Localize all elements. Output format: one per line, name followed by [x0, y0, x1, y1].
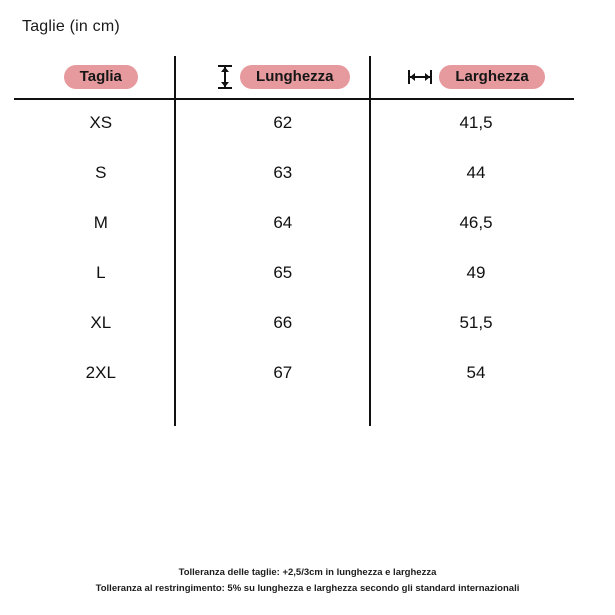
table-row — [14, 198, 574, 248]
table-row — [14, 148, 574, 198]
table-body — [14, 98, 574, 398]
cell-width: 44 — [466, 163, 486, 182]
cell-width: 46,5 — [459, 213, 493, 232]
cell-length: 67 — [273, 363, 293, 382]
header-label-width: Larghezza — [439, 65, 544, 89]
header-label-size: Taglia — [64, 65, 138, 89]
table-head — [14, 56, 574, 98]
cell-size: M — [93, 213, 108, 232]
header-cell-length — [188, 56, 378, 98]
cell-size: L — [96, 263, 106, 282]
cell-length: 64 — [273, 213, 293, 232]
size-table-container — [14, 56, 574, 398]
footnote-shrinkage: Tolleranza al restringimento: 5% su lunghezza e larghezza secondo gli standard internazionali — [95, 582, 520, 594]
cell-size: S — [95, 163, 107, 182]
cell-length: 66 — [273, 313, 293, 332]
cell-size: 2XL — [85, 363, 116, 382]
cell-width: 54 — [466, 363, 486, 382]
header-label-length: Lunghezza — [240, 65, 350, 89]
cell-size: XS — [89, 113, 113, 132]
cell-width: 49 — [466, 263, 486, 282]
header-cell-width — [378, 56, 574, 98]
cell-width: 51,5 — [459, 313, 493, 332]
footnote-tolerance: Tolleranza delle taglie: +2,5/3cm in lunghezza e larghezza — [178, 566, 437, 578]
vertical-measure-icon — [216, 64, 234, 90]
cell-length: 62 — [273, 113, 293, 132]
header-cell-size — [14, 56, 188, 98]
cell-length: 63 — [273, 163, 293, 182]
table-row — [14, 348, 574, 398]
table-row — [14, 248, 574, 298]
footnotes — [0, 565, 615, 597]
page-title: Taglie (in cm) — [22, 18, 120, 35]
cell-size: XL — [90, 313, 112, 332]
cell-width: 41,5 — [459, 113, 493, 132]
size-table — [14, 56, 574, 398]
cell-length: 65 — [273, 263, 293, 282]
table-row — [14, 298, 574, 348]
table-header-row — [14, 56, 574, 98]
horizontal-measure-icon — [407, 68, 433, 86]
table-row — [14, 98, 574, 148]
